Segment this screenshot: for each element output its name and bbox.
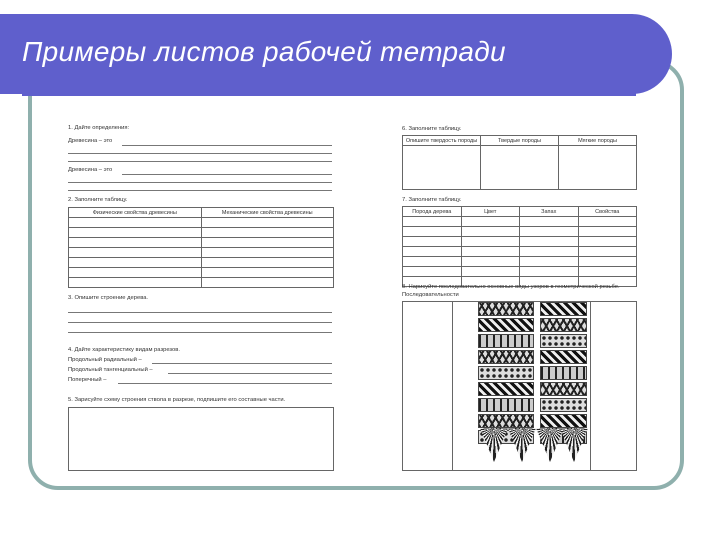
- table-divider: [452, 301, 453, 471]
- answer-line: [68, 312, 332, 313]
- q6-col2-header: Твердые породы: [481, 136, 559, 146]
- carving-pattern: [478, 350, 534, 364]
- q1-line2-label: Древесина – это: [68, 167, 113, 173]
- answer-line: [122, 174, 332, 175]
- answer-line: [122, 145, 332, 146]
- answer-line: [152, 363, 332, 364]
- q5-heading: 5. Зарисуйте схему строения ствола в разрезе, подпишите его составные части.: [68, 397, 286, 403]
- carving-patterns: [478, 302, 587, 444]
- carving-pattern: [540, 302, 587, 316]
- carving-pattern: [478, 366, 534, 380]
- q1-line1-label: Древесина – это: [68, 138, 113, 144]
- carving-pattern: [478, 398, 534, 412]
- answer-line: [68, 153, 332, 154]
- q2-heading: 2. Заполните таблицу.: [68, 197, 128, 203]
- q2-table: [68, 207, 334, 288]
- q6-col1-header: Опишите твердость породы: [403, 136, 481, 146]
- q7-col2-header: Цвет: [461, 207, 520, 217]
- answer-line: [118, 383, 332, 384]
- q4-line2-label: Продольный тангенциальный –: [68, 367, 153, 373]
- carving-pattern: [540, 398, 587, 412]
- q7-heading: 7. Заполните таблицу.: [402, 197, 462, 203]
- carving-pattern: [540, 318, 587, 332]
- q7-col1-header: Порода дерева: [403, 207, 462, 217]
- q6-heading: 6. Заполните таблицу.: [402, 126, 462, 132]
- q4-line3-label: Поперечный –: [68, 377, 107, 383]
- answer-line: [68, 161, 332, 162]
- carving-pattern: [540, 350, 587, 364]
- q7-col4-header: Свойства: [578, 207, 637, 217]
- q4-line1-label: Продольный радиальный –: [68, 357, 142, 363]
- table-divider: [590, 301, 591, 471]
- q2-col1-header: Физические свойства древесины: [69, 208, 202, 218]
- answer-line: [68, 322, 332, 323]
- q7-table: [402, 206, 637, 287]
- q8-subheading: Последовательности: [402, 292, 459, 298]
- answer-line: [68, 182, 332, 183]
- carving-pattern: [478, 334, 534, 348]
- carving-pattern: [478, 414, 534, 428]
- answer-line: [68, 190, 332, 191]
- q1-heading: 1. Дайте определения:: [68, 125, 130, 131]
- q6-col3-header: Мягкие породы: [559, 136, 637, 146]
- carving-pattern: [478, 302, 534, 316]
- carving-pattern: [478, 318, 534, 332]
- carving-pattern: [540, 366, 587, 380]
- carving-pattern: [540, 334, 587, 348]
- answer-line: [68, 332, 332, 333]
- carving-pattern: [540, 382, 587, 396]
- carving-pattern: [540, 414, 587, 428]
- q6-table: [402, 135, 637, 190]
- q5-drawing-box: [68, 407, 334, 471]
- q7-col3-header: Запах: [520, 207, 579, 217]
- q3-heading: 3. Опишите строение дерева.: [68, 295, 149, 301]
- answer-line: [168, 373, 332, 374]
- q4-heading: 4. Дайте характеристику видам разрезов.: [68, 347, 180, 353]
- slide-title: Примеры листов рабочей тетради: [22, 36, 506, 67]
- title-underline: [22, 92, 636, 96]
- carving-pattern: [478, 382, 534, 396]
- q8-heading: 8. Нарисуйте последовательно основные виды узоров в геометрической резьбе.: [402, 284, 620, 290]
- q2-col2-header: Механические свойства древесины: [201, 208, 334, 218]
